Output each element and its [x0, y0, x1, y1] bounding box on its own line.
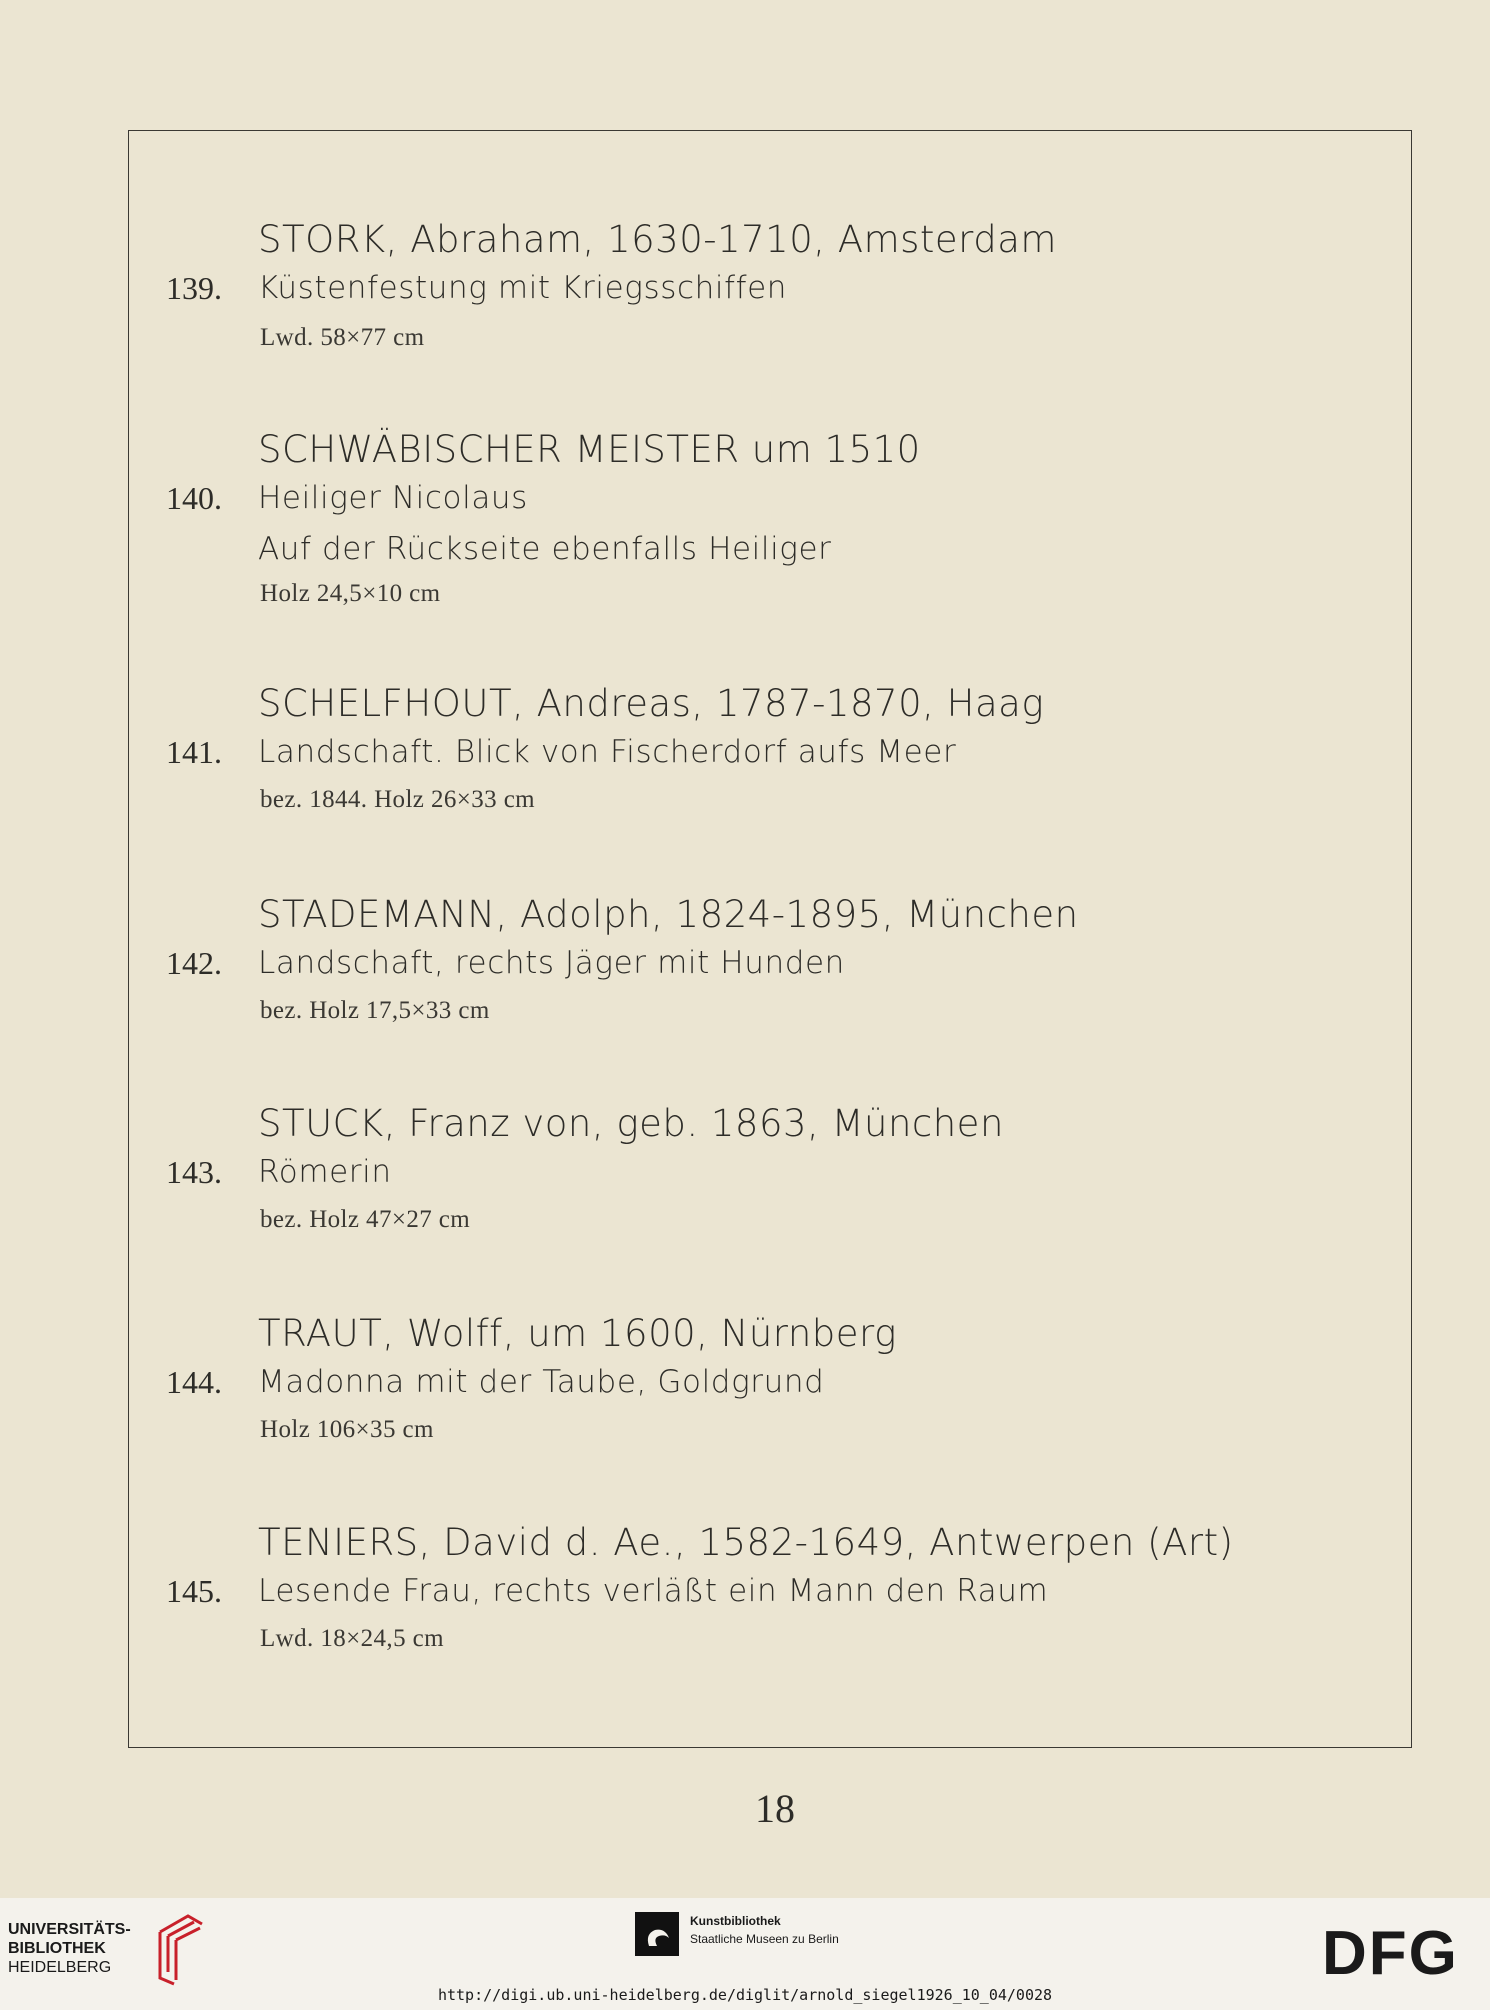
- artwork-dimensions: bez. Holz 17,5×33 cm: [260, 997, 490, 1024]
- artwork-title: Küstenfestung mit Kriegsschiffen: [258, 270, 788, 306]
- artwork-subtitle: Auf der Rückseite ebenfalls Heiliger: [258, 531, 832, 567]
- artist-heading: STORK, Abraham, 1630-1710, Amsterdam: [258, 218, 1057, 261]
- permalink-url[interactable]: http://digi.ub.uni-heidelberg.de/diglit/arnold_siegel1926_10_04/0028: [437, 1986, 1053, 2004]
- university-line3: HEIDELBERG: [8, 1959, 112, 1976]
- entry-number: 141.: [166, 734, 222, 770]
- entry-number: 140.: [166, 480, 222, 516]
- kunstbibliothek-logo-icon: [635, 1912, 679, 1956]
- artwork-dimensions: bez. 1844. Holz 26×33 cm: [260, 786, 536, 813]
- artist-heading: TENIERS, David d. Ae., 1582-1649, Antwerpen (Art): [258, 1521, 1234, 1564]
- ub-heidelberg-logo-icon: [150, 1912, 206, 1986]
- library-name: Kunstbibliothek: [690, 1914, 781, 1928]
- entry-number: 142.: [166, 945, 222, 981]
- entry-number: 144.: [166, 1364, 222, 1400]
- university-line2: BIBLIOTHEK: [8, 1940, 106, 1957]
- artwork-dimensions: bez. Holz 47×27 cm: [260, 1206, 471, 1233]
- artwork-title: Heiliger Nicolaus: [258, 480, 528, 516]
- entry-number: 143.: [166, 1154, 222, 1190]
- university-library-logo-text[interactable]: [8, 1920, 131, 1977]
- artwork-title: Madonna mit der Taube, Goldgrund: [258, 1364, 825, 1400]
- artist-heading: TRAUT, Wolff, um 1600, Nürnberg: [258, 1312, 897, 1355]
- artwork-title: Landschaft. Blick von Fischerdorf aufs Meer: [258, 734, 957, 770]
- university-line1: UNIVERSITÄTS-: [8, 1921, 131, 1938]
- entry-number: 139.: [166, 270, 222, 306]
- footer-bar: [0, 1898, 1490, 2010]
- artwork-dimensions: Lwd. 18×24,5 cm: [260, 1625, 444, 1652]
- page-number: 18: [755, 1786, 795, 1831]
- artwork-title: Lesende Frau, rechts verläßt ein Mann den Raum: [258, 1573, 1049, 1609]
- library-subtitle: Staatliche Museen zu Berlin: [690, 1932, 839, 1946]
- kunstbibliothek-text[interactable]: [690, 1912, 839, 1948]
- artwork-dimensions: Holz 106×35 cm: [260, 1416, 434, 1443]
- artwork-title: Landschaft, rechts Jäger mit Hunden: [258, 945, 845, 981]
- artwork-dimensions: Holz 24,5×10 cm: [260, 580, 441, 607]
- artist-heading: STADEMANN, Adolph, 1824-1895, München: [258, 893, 1079, 936]
- artist-heading: SCHWÄBISCHER MEISTER um 1510: [258, 428, 921, 471]
- artist-heading: SCHELFHOUT, Andreas, 1787-1870, Haag: [258, 682, 1045, 725]
- page-border: [128, 130, 1412, 1748]
- artwork-dimensions: Lwd. 58×77 cm: [260, 324, 425, 351]
- artist-heading: STUCK, Franz von, geb. 1863, München: [258, 1102, 1004, 1145]
- entry-number: 145.: [166, 1573, 222, 1609]
- dfg-logo[interactable]: DFG: [1322, 1919, 1459, 1988]
- artwork-title: Römerin: [258, 1154, 392, 1190]
